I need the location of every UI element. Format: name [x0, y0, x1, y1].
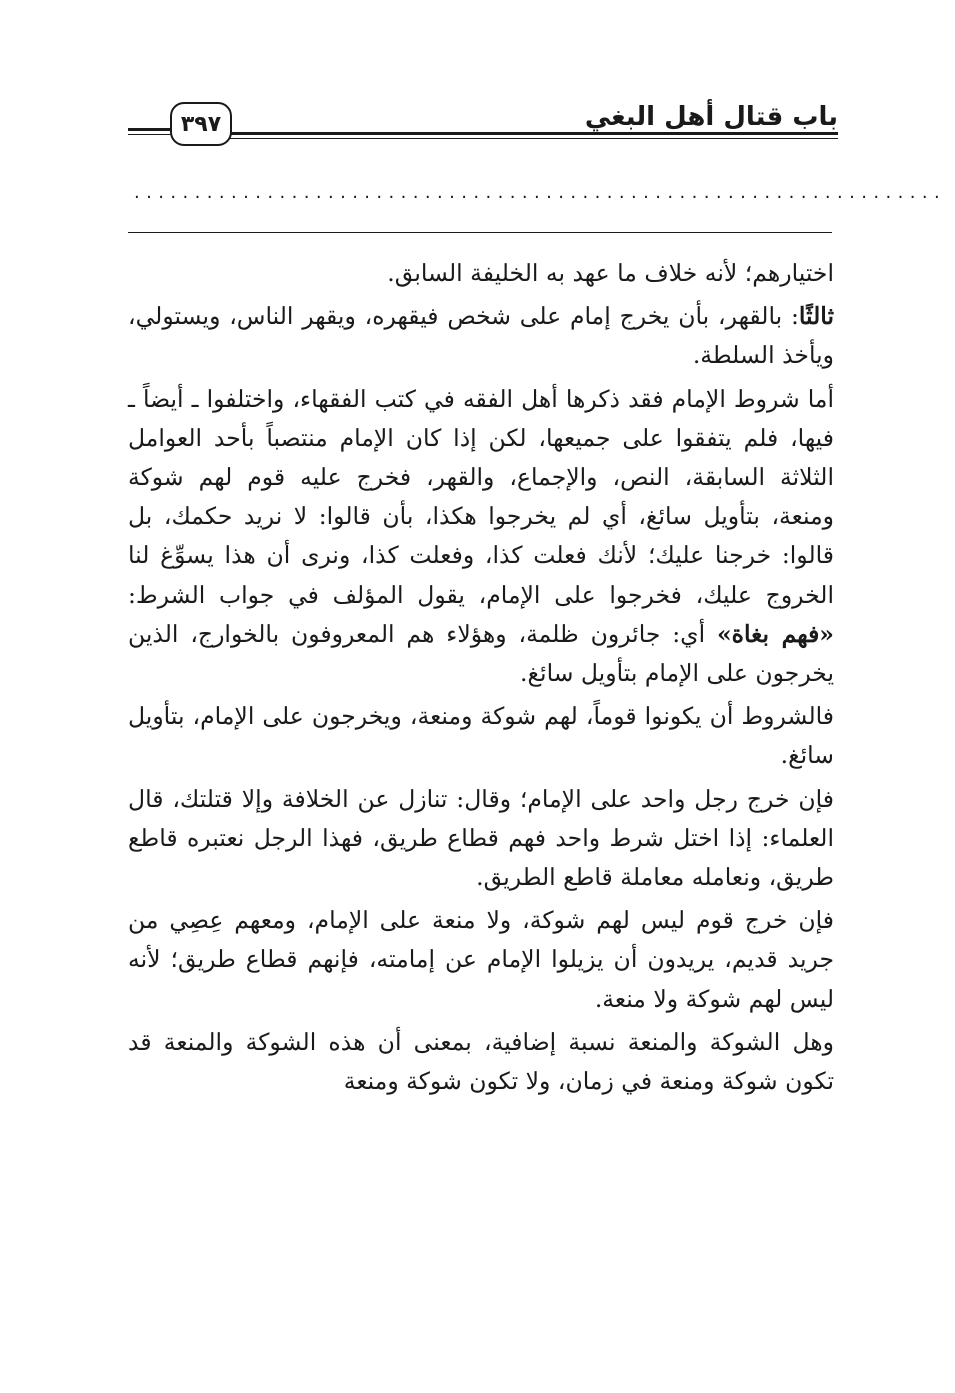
- paragraph-text: فإن خرج رجل واحد على الإمام؛ وقال: تنازل عن الخلافة وإلا قتلتك، قال العلماء: إذا اختل شرط واحد فهم قطاع طريق، فهذا الرجل نعتبره قاطع طريق، ونعامله معاملة قاطع الطريق.: [128, 784, 834, 892]
- chapter-title: باب قتال أهل البغي: [584, 102, 838, 132]
- paragraph: [128, 901, 834, 1019]
- paragraph-text: اختيارهم؛ لأنه خلاف ما عهد به الخليفة السابق.: [387, 259, 834, 287]
- paragraph: [128, 297, 834, 375]
- page-number: ٣٩٧: [170, 102, 232, 146]
- paragraph: [128, 380, 834, 694]
- header-rule-right-thin: [228, 138, 838, 139]
- paragraph-text: أما شروط الإمام فقد ذكرها أهل الفقه في كتب الفقهاء، واختلفوا ـ أيضاً ـ فيها، فلم يتفقوا على جميعها، لكن إذا كان الإمام منتصباً بأحد العوامل الثلاثة السابقة، النص، والإجماع، والقهر، فخرج عليه قوم لهم شوكة ومنعة، بتأويل سائغ، أي لم يخرجوا هكذا، بأن قالوا: لا نريد حكمك، بل قالوا: خرجنا عليك؛ لأنك فعلت كذا، وفعلت كذا، ونرى أن هذا يسوِّغ لنا الخروج عليك، فخرجوا على الإمام، يقول المؤلف في جواب الشرط:: [128, 384, 834, 609]
- header-rule-right-thick: [228, 132, 838, 135]
- main-body-text: [128, 254, 834, 1105]
- paragraph-text: وهل الشوكة والمنعة نسبة إضافية، بمعنى أن هذه الشوكة والمنعة قد تكون شوكة ومنعة في زمان، ولا تكون شوكة ومنعة: [128, 1027, 834, 1096]
- header-rule-left-thin: [128, 134, 172, 135]
- paragraph-text: : بالقهر، بأن يخرج إمام على شخص فيقهره، ويقهر الناس، ويستولي، ويأخذ السلطة.: [128, 302, 834, 370]
- paragraph-text: فالشروط أن يكونوا قوماً، لهم شوكة ومنعة، ويخرجون على الإمام، بتأويل سائغ.: [128, 702, 834, 770]
- dotted-separator: ...................................................................: [134, 182, 947, 203]
- paragraph-text: فإن خرج قوم ليس لهم شوكة، ولا منعة على الإمام، ومعهم عِصِي من جريد قديم، يريدون أن يزيلوا الإمام عن إمامته، فإنهم قطاع طريق؛ لأنه ليس لهم شوكة ولا منعة.: [128, 906, 834, 1013]
- paragraph-lead-bold: ثالثًا: [798, 302, 834, 331]
- header-rule-left-thick: [128, 128, 172, 131]
- quoted-bold-term: «فهم بغاة»: [716, 619, 834, 648]
- section-separator-line: [128, 232, 832, 233]
- paragraph-text: أي: جائرون ظلمة، وهؤلاء هم المعروفون بالخوارج، الذين يخرجون على الإمام بتأويل سائغ.: [128, 619, 834, 688]
- paragraph: [128, 780, 834, 898]
- paragraph: [128, 697, 834, 775]
- paragraph: [128, 1023, 834, 1101]
- paragraph: [128, 254, 834, 293]
- page-header: [128, 98, 838, 150]
